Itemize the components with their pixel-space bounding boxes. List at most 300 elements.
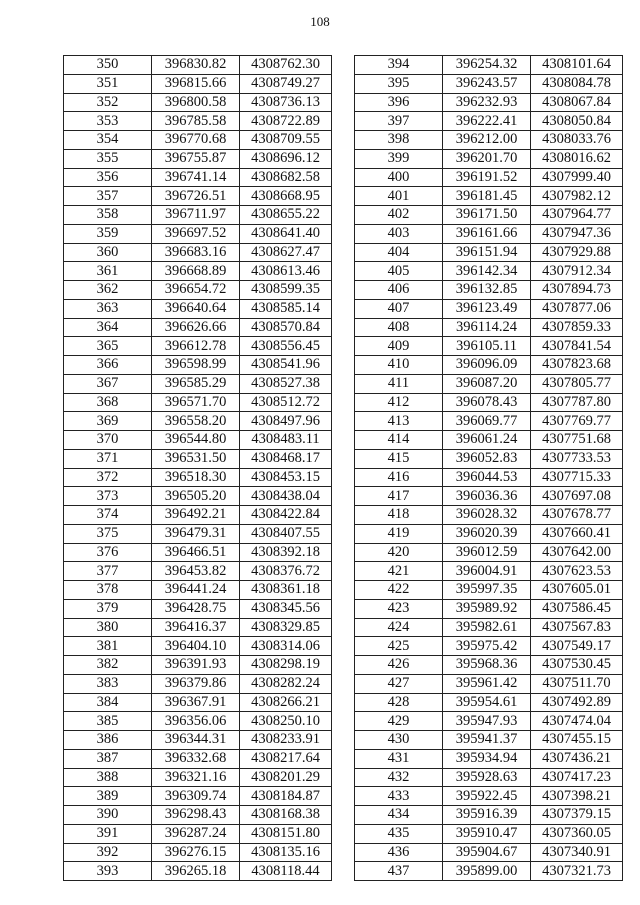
point-number-cell: 392 (64, 843, 152, 862)
point-number-cell: 388 (64, 768, 152, 787)
x-coordinate-cell: 396571.70 (152, 393, 240, 412)
table-row (64, 262, 332, 281)
point-number-cell: 366 (64, 356, 152, 375)
y-coordinate-cell: 4307805.77 (531, 374, 623, 393)
y-coordinate-cell: 4308749.27 (240, 74, 332, 93)
table-row (64, 768, 332, 787)
x-coordinate-cell: 395947.93 (443, 712, 531, 731)
table-row (355, 468, 623, 487)
point-number-cell: 428 (355, 693, 443, 712)
table-row (64, 224, 332, 243)
table-row (355, 131, 623, 150)
x-coordinate-cell: 395910.47 (443, 824, 531, 843)
table-body-right (355, 56, 623, 881)
y-coordinate-cell: 4308050.84 (531, 112, 623, 131)
x-coordinate-cell: 396052.83 (443, 449, 531, 468)
x-coordinate-cell: 396151.94 (443, 243, 531, 262)
point-number-cell: 357 (64, 187, 152, 206)
x-coordinate-cell: 395982.61 (443, 618, 531, 637)
y-coordinate-cell: 4308329.85 (240, 618, 332, 637)
x-coordinate-cell: 396466.51 (152, 543, 240, 562)
y-coordinate-cell: 4307530.45 (531, 656, 623, 675)
x-coordinate-cell: 396830.82 (152, 56, 240, 75)
table-row (64, 168, 332, 187)
point-number-cell: 411 (355, 374, 443, 393)
x-coordinate-cell: 396404.10 (152, 637, 240, 656)
table-row (355, 843, 623, 862)
table-row (64, 656, 332, 675)
x-coordinate-cell: 395899.00 (443, 862, 531, 881)
point-number-cell: 406 (355, 281, 443, 300)
table-row (64, 56, 332, 75)
y-coordinate-cell: 4308101.64 (531, 56, 623, 75)
x-coordinate-cell: 395975.42 (443, 637, 531, 656)
x-coordinate-cell: 396626.66 (152, 318, 240, 337)
point-number-cell: 418 (355, 506, 443, 525)
y-coordinate-cell: 4308762.30 (240, 56, 332, 75)
table-row (64, 243, 332, 262)
table-row (64, 431, 332, 450)
x-coordinate-cell: 396367.91 (152, 693, 240, 712)
x-coordinate-cell: 396132.85 (443, 281, 531, 300)
x-coordinate-cell: 396441.24 (152, 581, 240, 600)
table-row (355, 581, 623, 600)
table-row (355, 318, 623, 337)
y-coordinate-cell: 4308184.87 (240, 787, 332, 806)
y-coordinate-cell: 4307859.33 (531, 318, 623, 337)
point-number-cell: 387 (64, 749, 152, 768)
y-coordinate-cell: 4308266.21 (240, 693, 332, 712)
x-coordinate-cell: 396668.89 (152, 262, 240, 281)
table-row (355, 768, 623, 787)
y-coordinate-cell: 4308570.84 (240, 318, 332, 337)
table-row (355, 712, 623, 731)
point-number-cell: 417 (355, 487, 443, 506)
y-coordinate-cell: 4308585.14 (240, 299, 332, 318)
x-coordinate-cell: 396004.91 (443, 562, 531, 581)
table-row (64, 693, 332, 712)
table-row (64, 206, 332, 225)
point-number-cell: 415 (355, 449, 443, 468)
y-coordinate-cell: 4307567.83 (531, 618, 623, 637)
x-coordinate-cell: 396585.29 (152, 374, 240, 393)
x-coordinate-cell: 395954.61 (443, 693, 531, 712)
table-row (355, 281, 623, 300)
y-coordinate-cell: 4307360.05 (531, 824, 623, 843)
point-number-cell: 404 (355, 243, 443, 262)
y-coordinate-cell: 4308722.89 (240, 112, 332, 131)
y-coordinate-cell: 4307964.77 (531, 206, 623, 225)
table-row (355, 149, 623, 168)
x-coordinate-cell: 396212.00 (443, 131, 531, 150)
point-number-cell: 397 (355, 112, 443, 131)
x-coordinate-cell: 396640.64 (152, 299, 240, 318)
point-number-cell: 389 (64, 787, 152, 806)
x-coordinate-cell: 395922.45 (443, 787, 531, 806)
y-coordinate-cell: 4307549.17 (531, 637, 623, 656)
x-coordinate-cell: 396683.16 (152, 243, 240, 262)
point-number-cell: 386 (64, 731, 152, 750)
table-row (355, 862, 623, 881)
point-number-cell: 372 (64, 468, 152, 487)
y-coordinate-cell: 4308151.80 (240, 824, 332, 843)
x-coordinate-cell: 395989.92 (443, 599, 531, 618)
x-coordinate-cell: 395916.39 (443, 806, 531, 825)
point-number-cell: 375 (64, 524, 152, 543)
point-number-cell: 390 (64, 806, 152, 825)
point-number-cell: 424 (355, 618, 443, 637)
y-coordinate-cell: 4308168.38 (240, 806, 332, 825)
table-row (64, 131, 332, 150)
point-number-cell: 429 (355, 712, 443, 731)
table-row (355, 562, 623, 581)
point-number-cell: 350 (64, 56, 152, 75)
x-coordinate-cell: 396201.70 (443, 149, 531, 168)
point-number-cell: 381 (64, 637, 152, 656)
table-row (64, 581, 332, 600)
table-row (355, 168, 623, 187)
table-row (355, 618, 623, 637)
table-row (355, 487, 623, 506)
x-coordinate-cell: 396505.20 (152, 487, 240, 506)
table-row (355, 731, 623, 750)
y-coordinate-cell: 4308084.78 (531, 74, 623, 93)
table-row (355, 806, 623, 825)
point-number-cell: 431 (355, 749, 443, 768)
x-coordinate-cell: 396254.32 (443, 56, 531, 75)
point-number-cell: 380 (64, 618, 152, 637)
point-number-cell: 376 (64, 543, 152, 562)
x-coordinate-cell: 395961.42 (443, 674, 531, 693)
point-number-cell: 365 (64, 337, 152, 356)
table-row (64, 862, 332, 881)
table-row (355, 656, 623, 675)
table-row (64, 449, 332, 468)
y-coordinate-cell: 4308512.72 (240, 393, 332, 412)
point-number-cell: 359 (64, 224, 152, 243)
x-coordinate-cell: 396181.45 (443, 187, 531, 206)
table-row (64, 543, 332, 562)
coordinates-table-left (63, 55, 332, 881)
point-number-cell: 412 (355, 393, 443, 412)
point-number-cell: 355 (64, 149, 152, 168)
table-row (355, 56, 623, 75)
y-coordinate-cell: 4308556.45 (240, 337, 332, 356)
table-row (355, 74, 623, 93)
y-coordinate-cell: 4308314.06 (240, 637, 332, 656)
table-row (355, 524, 623, 543)
x-coordinate-cell: 396356.06 (152, 712, 240, 731)
point-number-cell: 408 (355, 318, 443, 337)
point-number-cell: 425 (355, 637, 443, 656)
table-row (64, 468, 332, 487)
y-coordinate-cell: 4308392.18 (240, 543, 332, 562)
x-coordinate-cell: 396061.24 (443, 431, 531, 450)
table-row (355, 693, 623, 712)
x-coordinate-cell: 396558.20 (152, 412, 240, 431)
y-coordinate-cell: 4308655.22 (240, 206, 332, 225)
x-coordinate-cell: 395997.35 (443, 581, 531, 600)
point-number-cell: 401 (355, 187, 443, 206)
y-coordinate-cell: 4307877.06 (531, 299, 623, 318)
x-coordinate-cell: 396815.66 (152, 74, 240, 93)
y-coordinate-cell: 4307841.54 (531, 337, 623, 356)
y-coordinate-cell: 4307999.40 (531, 168, 623, 187)
table-row (355, 243, 623, 262)
point-number-cell: 403 (355, 224, 443, 243)
x-coordinate-cell: 396770.68 (152, 131, 240, 150)
y-coordinate-cell: 4308135.16 (240, 843, 332, 862)
y-coordinate-cell: 4308361.18 (240, 581, 332, 600)
x-coordinate-cell: 396379.86 (152, 674, 240, 693)
point-number-cell: 423 (355, 599, 443, 618)
table-row (64, 93, 332, 112)
x-coordinate-cell: 396726.51 (152, 187, 240, 206)
y-coordinate-cell: 4308468.17 (240, 449, 332, 468)
x-coordinate-cell: 396044.53 (443, 468, 531, 487)
table-row (355, 431, 623, 450)
table-row (355, 187, 623, 206)
point-number-cell: 382 (64, 656, 152, 675)
point-number-cell: 377 (64, 562, 152, 581)
y-coordinate-cell: 4308527.38 (240, 374, 332, 393)
y-coordinate-cell: 4307894.73 (531, 281, 623, 300)
point-number-cell: 368 (64, 393, 152, 412)
y-coordinate-cell: 4307929.88 (531, 243, 623, 262)
y-coordinate-cell: 4307697.08 (531, 487, 623, 506)
y-coordinate-cell: 4308682.58 (240, 168, 332, 187)
x-coordinate-cell: 396598.99 (152, 356, 240, 375)
y-coordinate-cell: 4308118.44 (240, 862, 332, 881)
table-body-left (64, 56, 332, 881)
point-number-cell: 414 (355, 431, 443, 450)
table-row (64, 843, 332, 862)
point-number-cell: 394 (355, 56, 443, 75)
point-number-cell: 433 (355, 787, 443, 806)
table-row (64, 112, 332, 131)
y-coordinate-cell: 4308201.29 (240, 768, 332, 787)
point-number-cell: 353 (64, 112, 152, 131)
table-row (64, 749, 332, 768)
point-number-cell: 407 (355, 299, 443, 318)
y-coordinate-cell: 4308541.96 (240, 356, 332, 375)
table-row (64, 281, 332, 300)
y-coordinate-cell: 4307751.68 (531, 431, 623, 450)
x-coordinate-cell: 396544.80 (152, 431, 240, 450)
y-coordinate-cell: 4307787.80 (531, 393, 623, 412)
x-coordinate-cell: 395968.36 (443, 656, 531, 675)
table-row (355, 787, 623, 806)
table-row (64, 487, 332, 506)
table-row (355, 543, 623, 562)
table-row (64, 524, 332, 543)
y-coordinate-cell: 4307605.01 (531, 581, 623, 600)
point-number-cell: 426 (355, 656, 443, 675)
x-coordinate-cell: 395928.63 (443, 768, 531, 787)
table-row (355, 506, 623, 525)
point-number-cell: 422 (355, 581, 443, 600)
point-number-cell: 373 (64, 487, 152, 506)
table-row (64, 374, 332, 393)
x-coordinate-cell: 396697.52 (152, 224, 240, 243)
table-row (64, 637, 332, 656)
point-number-cell: 391 (64, 824, 152, 843)
x-coordinate-cell: 396321.16 (152, 768, 240, 787)
point-number-cell: 435 (355, 824, 443, 843)
x-coordinate-cell: 396028.32 (443, 506, 531, 525)
table-row (355, 356, 623, 375)
point-number-cell: 367 (64, 374, 152, 393)
point-number-cell: 416 (355, 468, 443, 487)
table-row (64, 356, 332, 375)
x-coordinate-cell: 396518.30 (152, 468, 240, 487)
point-number-cell: 385 (64, 712, 152, 731)
y-coordinate-cell: 4307623.53 (531, 562, 623, 581)
y-coordinate-cell: 4308033.76 (531, 131, 623, 150)
y-coordinate-cell: 4308599.35 (240, 281, 332, 300)
x-coordinate-cell: 396020.39 (443, 524, 531, 543)
table-row (355, 599, 623, 618)
y-coordinate-cell: 4307947.36 (531, 224, 623, 243)
point-number-cell: 413 (355, 412, 443, 431)
table-row (64, 393, 332, 412)
x-coordinate-cell: 396287.24 (152, 824, 240, 843)
y-coordinate-cell: 4308407.55 (240, 524, 332, 543)
x-coordinate-cell: 396654.72 (152, 281, 240, 300)
point-number-cell: 369 (64, 412, 152, 431)
table-row (355, 824, 623, 843)
x-coordinate-cell: 396142.34 (443, 262, 531, 281)
x-coordinate-cell: 396416.37 (152, 618, 240, 637)
x-coordinate-cell: 396785.58 (152, 112, 240, 131)
y-coordinate-cell: 4308641.40 (240, 224, 332, 243)
table-row (355, 374, 623, 393)
x-coordinate-cell: 396309.74 (152, 787, 240, 806)
point-number-cell: 379 (64, 599, 152, 618)
y-coordinate-cell: 4307340.91 (531, 843, 623, 862)
x-coordinate-cell: 395934.94 (443, 749, 531, 768)
point-number-cell: 362 (64, 281, 152, 300)
point-number-cell: 436 (355, 843, 443, 862)
x-coordinate-cell: 395904.67 (443, 843, 531, 862)
table-row (64, 824, 332, 843)
x-coordinate-cell: 396391.93 (152, 656, 240, 675)
x-coordinate-cell: 396123.49 (443, 299, 531, 318)
table-row (355, 299, 623, 318)
y-coordinate-cell: 4307660.41 (531, 524, 623, 543)
x-coordinate-cell: 396222.41 (443, 112, 531, 131)
table-row (64, 674, 332, 693)
y-coordinate-cell: 4308497.96 (240, 412, 332, 431)
x-coordinate-cell: 396492.21 (152, 506, 240, 525)
table-row (64, 712, 332, 731)
point-number-cell: 358 (64, 206, 152, 225)
y-coordinate-cell: 4308233.91 (240, 731, 332, 750)
table-row (64, 618, 332, 637)
y-coordinate-cell: 4308736.13 (240, 93, 332, 112)
point-number-cell: 398 (355, 131, 443, 150)
y-coordinate-cell: 4307511.70 (531, 674, 623, 693)
y-coordinate-cell: 4307912.34 (531, 262, 623, 281)
point-number-cell: 434 (355, 806, 443, 825)
table-row (355, 637, 623, 656)
point-number-cell: 420 (355, 543, 443, 562)
table-row (64, 74, 332, 93)
y-coordinate-cell: 4307417.23 (531, 768, 623, 787)
y-coordinate-cell: 4307769.77 (531, 412, 623, 431)
y-coordinate-cell: 4308696.12 (240, 149, 332, 168)
table-row (64, 731, 332, 750)
point-number-cell: 383 (64, 674, 152, 693)
y-coordinate-cell: 4307379.15 (531, 806, 623, 825)
y-coordinate-cell: 4308250.10 (240, 712, 332, 731)
point-number-cell: 360 (64, 243, 152, 262)
table-row (64, 318, 332, 337)
table-row (355, 674, 623, 693)
x-coordinate-cell: 396453.82 (152, 562, 240, 581)
y-coordinate-cell: 4308453.15 (240, 468, 332, 487)
table-row (355, 337, 623, 356)
table-row (64, 149, 332, 168)
y-coordinate-cell: 4308282.24 (240, 674, 332, 693)
table-row (355, 93, 623, 112)
table-row (64, 337, 332, 356)
table-row (355, 412, 623, 431)
y-coordinate-cell: 4307474.04 (531, 712, 623, 731)
y-coordinate-cell: 4308298.19 (240, 656, 332, 675)
table-row (64, 562, 332, 581)
table-row (64, 599, 332, 618)
point-number-cell: 399 (355, 149, 443, 168)
point-number-cell: 419 (355, 524, 443, 543)
x-coordinate-cell: 396078.43 (443, 393, 531, 412)
y-coordinate-cell: 4308016.62 (531, 149, 623, 168)
y-coordinate-cell: 4307982.12 (531, 187, 623, 206)
table-row (355, 449, 623, 468)
x-coordinate-cell: 396171.50 (443, 206, 531, 225)
y-coordinate-cell: 4307586.45 (531, 599, 623, 618)
x-coordinate-cell: 396479.31 (152, 524, 240, 543)
point-number-cell: 384 (64, 693, 152, 712)
x-coordinate-cell: 396265.18 (152, 862, 240, 881)
y-coordinate-cell: 4308668.95 (240, 187, 332, 206)
y-coordinate-cell: 4307823.68 (531, 356, 623, 375)
point-number-cell: 427 (355, 674, 443, 693)
x-coordinate-cell: 396276.15 (152, 843, 240, 862)
table-row (355, 206, 623, 225)
y-coordinate-cell: 4308627.47 (240, 243, 332, 262)
table-row (64, 412, 332, 431)
y-coordinate-cell: 4307436.21 (531, 749, 623, 768)
x-coordinate-cell: 396612.78 (152, 337, 240, 356)
point-number-cell: 409 (355, 337, 443, 356)
coordinates-table-right (354, 55, 623, 881)
x-coordinate-cell: 396800.58 (152, 93, 240, 112)
point-number-cell: 395 (355, 74, 443, 93)
point-number-cell: 351 (64, 74, 152, 93)
table-row (64, 299, 332, 318)
x-coordinate-cell: 396531.50 (152, 449, 240, 468)
point-number-cell: 396 (355, 93, 443, 112)
x-coordinate-cell: 396741.14 (152, 168, 240, 187)
point-number-cell: 437 (355, 862, 443, 881)
y-coordinate-cell: 4308217.64 (240, 749, 332, 768)
table-row (64, 187, 332, 206)
y-coordinate-cell: 4307492.89 (531, 693, 623, 712)
y-coordinate-cell: 4307715.33 (531, 468, 623, 487)
point-number-cell: 356 (64, 168, 152, 187)
y-coordinate-cell: 4307321.73 (531, 862, 623, 881)
